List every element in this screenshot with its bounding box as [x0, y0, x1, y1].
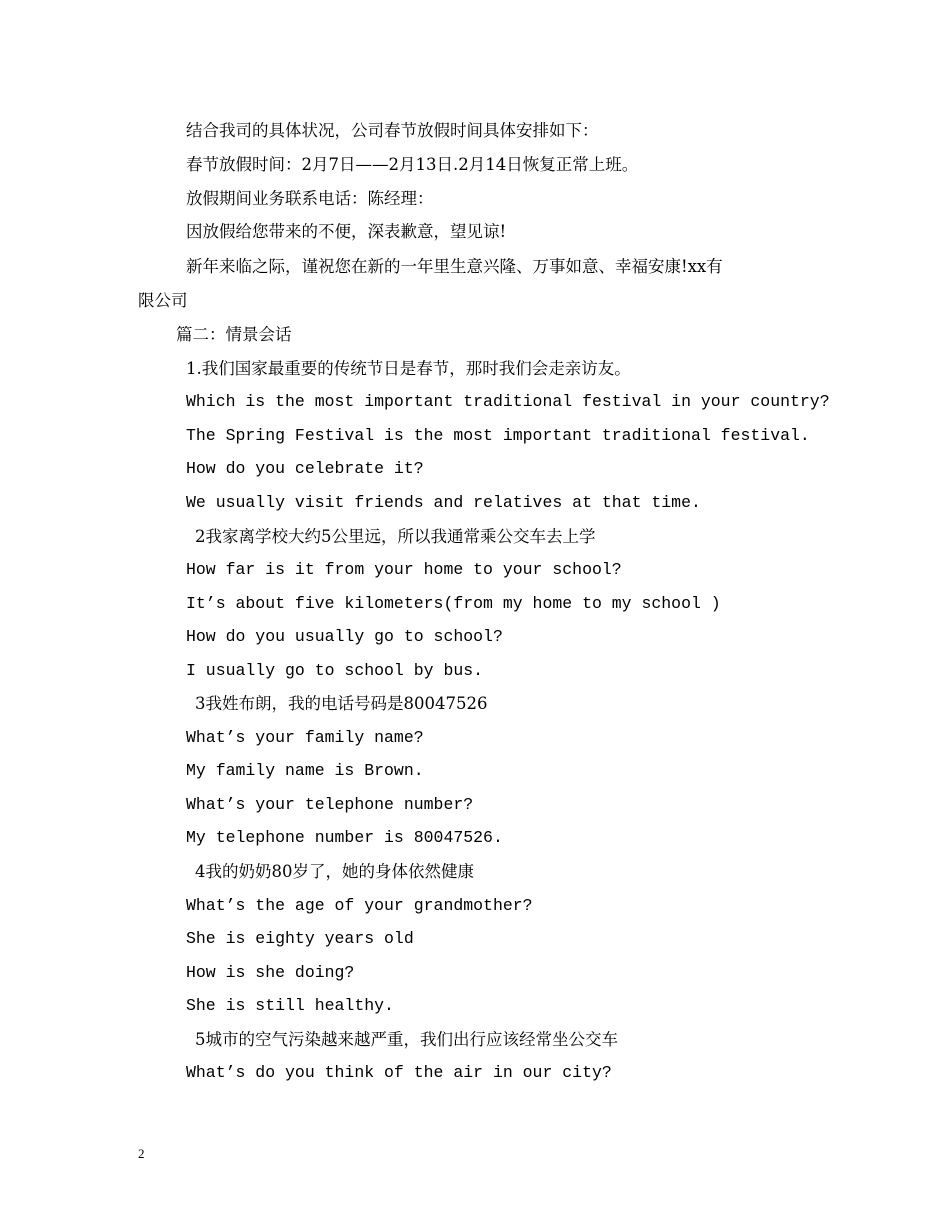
page-number: 2 — [138, 1146, 145, 1161]
dialogue-line: Which is the most important traditional festival in your country? — [186, 392, 830, 411]
notice-line-3: 放假期间业务联系电话：陈经理： — [186, 189, 434, 208]
dialogue-line: She is still healthy. — [186, 996, 394, 1015]
item-prompt: 2我家离学校大约5公里远，所以我通常乘公交车去上学 — [195, 527, 596, 546]
notice-line-2: 春节放假时间：2月7日——2月13日.2月14日恢复正常上班。 — [186, 155, 639, 174]
section-heading: 篇二：情景会话 — [176, 325, 292, 344]
dialogue-line: What’s do you think of the air in our city? — [186, 1063, 612, 1082]
dialogue-line: My telephone number is 80047526. — [186, 828, 503, 847]
item-prompt: 3我姓布朗，我的电话号码是80047526 — [195, 694, 488, 713]
dialogue-line: It’s about five kilometers(from my home to my school ) — [186, 594, 721, 613]
dialogue-line: How do you celebrate it? — [186, 459, 424, 478]
dialogue-line: How far is it from your home to your school? — [186, 560, 622, 579]
dialogue-line: How is she doing? — [186, 963, 355, 982]
dialogue-line: She is eighty years old — [186, 929, 414, 948]
dialogue-line: What’s your family name? — [186, 728, 424, 747]
notice-line-1: 结合我司的具体状况，公司春节放假时间具体安排如下： — [186, 121, 599, 140]
notice-line-5b: 限公司 — [138, 291, 188, 310]
dialogue-line: We usually visit friends and relatives at that time. — [186, 493, 701, 512]
dialogue-line: The Spring Festival is the most important traditional festival. — [186, 426, 810, 445]
dialogue-line: My family name is Brown. — [186, 761, 424, 780]
dialogue-line: What’s your telephone number? — [186, 795, 474, 814]
notice-line-5a: 新年来临之际，谨祝您在新的一年里生意兴隆、万事如意、幸福安康!xx有 — [186, 257, 723, 276]
dialogue-line: How do you usually go to school? — [186, 627, 503, 646]
item-prompt: 4我的奶奶80岁了，她的身体依然健康 — [195, 862, 474, 881]
item-prompt: 1.我们国家最重要的传统节日是春节，那时我们会走亲访友。 — [186, 359, 631, 378]
dialogue-line: I usually go to school by bus. — [186, 661, 484, 680]
item-prompt: 5城市的空气污染越来越严重，我们出行应该经常坐公交车 — [195, 1030, 618, 1049]
notice-line-4: 因放假给您带来的不便，深表歉意，望见谅! — [186, 222, 507, 241]
dialogue-line: What’s the age of your grandmother? — [186, 896, 533, 915]
